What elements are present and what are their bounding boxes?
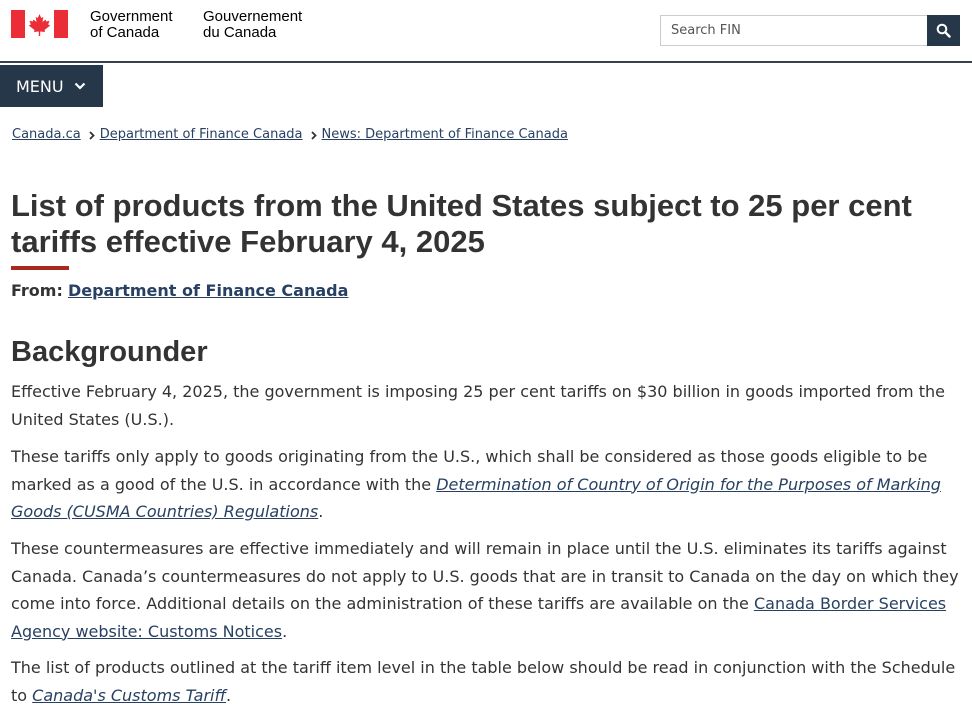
search-input[interactable] [660,15,927,46]
from-line [11,281,348,301]
section-heading: Backgrounder [11,336,208,368]
chevron-right-icon [89,131,95,140]
chevron-right-icon [311,131,317,140]
chevron-down-icon [74,82,86,90]
signature-en-line1: Government [90,8,173,25]
paragraph-origin-end: . [318,502,324,521]
paragraph-product-list-text: The list of products outlined at the tariff item level in the table below should be read in conjunction with the Schedule to [11,658,956,705]
search-button[interactable] [927,15,960,46]
title-underline [11,266,69,270]
paragraph-origin-text: These tariffs only apply to goods originating from the U.S., which shall be considered as those goods eligible to be marked as a good of the U.S. in accordance with the [11,447,928,494]
paragraph-countermeasures-end: . [282,621,288,641]
from-department-link[interactable]: Department of Finance Canada [67,281,349,300]
paragraph-effective-date: Effective February 4, 2025, the government is imposing 25 per cent tariffs on $30 billion in goods imported from the United States (U.S.). [11,382,945,429]
paragraph-countermeasures [11,535,966,645]
breadcrumb-link-finance[interactable]: Department of Finance Canada [99,127,303,142]
signature-fr-line1: Gouvernement [203,8,303,25]
page-title: List of products from the United States subject to 25 per cent tariffs effective February 4, 2025 [11,188,912,259]
paragraph-product-list-end: . [226,685,232,705]
from-label: From: [11,281,63,300]
menu-button[interactable] [0,65,103,107]
breadcrumb [12,127,568,143]
paragraph-origin [11,443,966,526]
cbsa-customs-notices-link[interactable]: Canada Border Services Agency website: Customs Notices [11,594,947,641]
paragraph-countermeasures-text: These countermeasures are effective immediately and will remain in place until the U.S. eliminates its tariffs against Canada. Canada’s countermeasures do not apply to U.S. goods that are in transit to Canada on the day on which they come into force. Additional details on the administration of these tariffs are available on the [11,539,959,613]
cusma-regulations-link[interactable]: Determination of Country of Origin for the Purposes of Marking Goods (CUSMA Countries) Regulations [11,474,941,521]
menu-label: MENU [16,76,64,96]
customs-tariff-link[interactable]: Canada's Customs Tariff [32,685,227,705]
search-form [660,15,960,46]
government-signature-en[interactable] [90,9,173,41]
signature-en-line2: of Canada [90,24,160,41]
government-signature-fr[interactable] [203,9,302,41]
signature-fr-line2: du Canada [203,24,277,41]
paragraph-product-list [11,654,966,709]
canada-flag-icon[interactable] [11,10,68,38]
search-icon [936,23,951,38]
breadcrumb-link-news[interactable]: News: Department of Finance Canada [321,127,568,142]
site-header [0,0,972,63]
breadcrumb-link-canada[interactable]: Canada.ca [12,127,81,142]
